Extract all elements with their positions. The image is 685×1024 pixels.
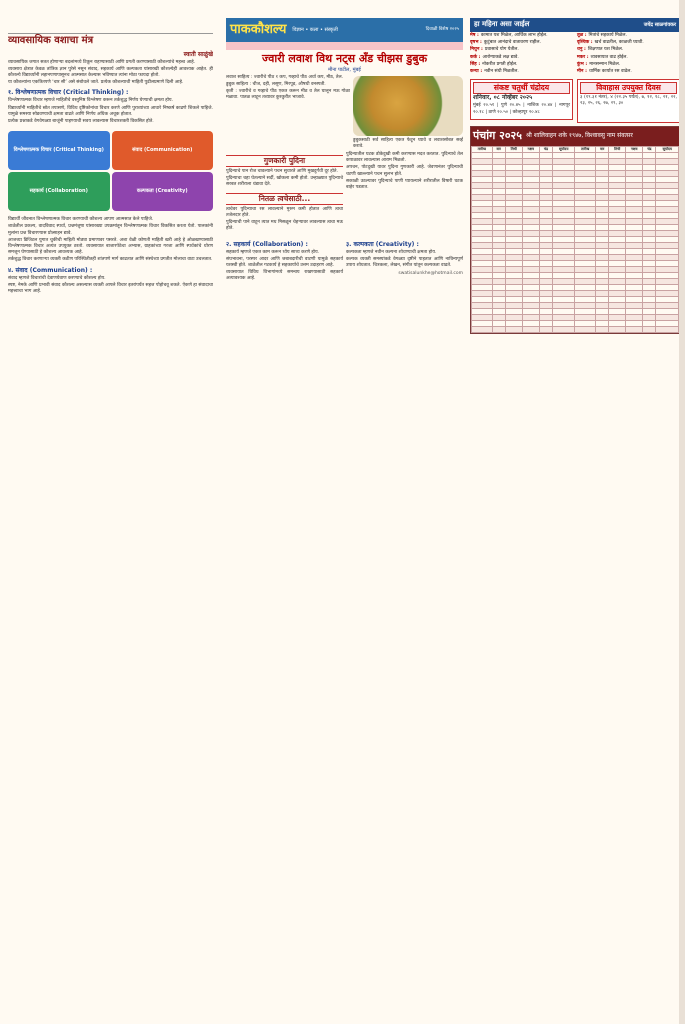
- section-3-heading: ३. कल्पकता (Creativity) :: [346, 240, 419, 248]
- sign-text: मानसन्मान मिळेल.: [589, 61, 621, 67]
- chef-name: मीना पाटील, मुंबई: [328, 66, 361, 73]
- panchang-col-header: तारीख: [575, 146, 596, 152]
- panchang-col-header: सूर्योदय: [656, 146, 679, 152]
- sign-name: वृषभ :: [470, 40, 482, 46]
- panchang-col-header: चंद्र: [643, 146, 656, 152]
- sign-text: नोकरीत प्रगती होईल.: [482, 61, 518, 67]
- sign-name: कन्या :: [470, 68, 483, 74]
- recipe-title: ज्वारी लवाश विथ नट्स अँड चीझस डुबुक: [261, 52, 428, 65]
- horoscope-sign: [470, 40, 573, 46]
- section-2-heading: २. सहकार्य (Collaboration) :: [226, 240, 308, 248]
- horoscope-signs-right: [577, 32, 680, 76]
- puzzle-piece-creativity: कल्पकता (Creativity): [112, 172, 214, 211]
- panchang-box: [470, 126, 680, 334]
- sankashti-date: शनिवार, ०८ नोव्हेंबर २०२५: [473, 94, 533, 102]
- sign-name: तूळ :: [577, 33, 587, 38]
- horoscope-sign: [577, 69, 680, 75]
- sign-name: मिथुन :: [470, 47, 483, 53]
- sign-name: कुंभ :: [577, 61, 588, 67]
- pakakaushalya-banner: [226, 18, 463, 42]
- dip-ingredients: डुबुक साहित्य : चीज, दही, लसूण, मिरपूड, औषधी वनस्पती.: [226, 81, 326, 87]
- edge-strip: [679, 0, 685, 1024]
- panchang-col-header: वार: [492, 146, 505, 152]
- sign-text: खर्च वाढतील, काळजी घ्यावी.: [594, 40, 644, 46]
- panchang-col-header: चंद्र: [539, 146, 552, 152]
- sign-name: कर्क :: [470, 54, 481, 60]
- sign-text: प्रवासाचे योग येतील.: [484, 47, 519, 53]
- left-column: व्यावसायिक वशाचा मंत्र स्वाती साळुंखे व्यावसायिक जगात सतत होणाऱ्या बदलांमध्ये टिकून राहण्यासाठी आणि प्रगती करण्यासाठी कौशल्यांचे महत्त्व आहे. व्यवसाय क्षेत्रात केवळ तांत्रिक ज्ञान पुरेसे नसून संवाद, सहकार्य आणि कल्पकता यांसारखी कौशल्येही आवश्यक आहेत. ही कौशल्ये विद्यार्थ्यांनी लहानपणापासूनच आत्मसात केल्यास भविष्यात त्यांना मोठा फायदा होतो. या कौशल्यांना एकत्रितपणे ‘चार सी’ असे संबोधले जाते. प्रत्येक कौशल्याची माहिती पुढीलप्रमाणे दिली आहे. १. विश्लेषणात्मक विचार (Critical Thinking) : विश्लेषणात्मक विचार म्हणजे माहितीचे वस्तुनिष्ठ विश्लेषण करून तर्कशुद्ध निर्णय घेण्याची क्षमता होय. विद्यार्थ्यांनी माहितीचे स्रोत तपासणे, विविध दृष्टिकोनांचा विचार करणे आणि पुराव्यांच्या आधारे निष्कर्ष काढणे शिकले पाहिजे. यामुळे समस्या सोडवण्याची क्षमता वाढते आणि निर्णय अधिक अचूक होतात. प्रत्येक प्रश्नाकडे वेगवेगळ्या बाजूंनी पाहण्याची सवय लावल्यास विचारशक्ती विकसित होते. विश्लेषणात्मक विचार (Critical Thinking) संवाद (Communication) सहकार्य (Collaboration) कल्पकता (Creativity) विद्यार्थी जीवनात विश्लेषणात्मक विचार करण्याची कौशल्य आपण आत्मसात केले पाहिजे. शाळेतील प्रकल्प, वादविवाद स्पर्धा, प्रश्नमंजुषा यांसारख्या उपक्रमांतून विश्लेषणात्मक विचार विकसित करता येतो. पालकांनी मुलांना प्रश्न विचारण्यास प्रोत्साहन द्यावे. आजच्या डिजिटल युगात चुकीची माहिती मोठ्या प्रमाणावर पसरते. अशा वेळी कोणती माहिती खरी आहे हे ओळखण्यासाठी विश्लेषणात्मक विचार अत्यंत उपयुक्त ठरतो. व्यवसायात बाजारपेठेचा अभ्यास, ग्राहकांच्या गरजा आणि स्पर्धकांचे धोरण समजून घेण्यासाठी हे कौशल्य आवश्यक आहे. तर्कशुद्ध विचार करणाऱ्या व्यक्ती कठीण परिस्थितीतही शांतपणे मार्ग काढतात आणि संस्थेच्या प्रगतीत मोलाचा वाटा उचलतात. ४. संवाद (Communication) : संवाद म्हणजे विचारांची देवाणघेवाण करण्याचे कौशल्य होय. स्पष्ट, नेमके आणि प्रभावी संवाद कौशल्य असल्यास व्यक्ती आपले विचार इतरांपर्यंत सहज पोहोचवू शकते. ऐकणे हा संवादाचा महत्त्वाचा भाग आहे.: [8, 18, 213, 1014]
- horoscope-sign: [470, 55, 573, 61]
- sign-text: धार्मिक कार्यात रस वाढेल.: [588, 68, 632, 74]
- sign-text: शिक्षणात यश मिळेल.: [587, 47, 624, 53]
- horoscope-sign: [470, 62, 573, 68]
- horoscope-sign: [470, 69, 573, 75]
- horoscope-sign: [470, 33, 573, 39]
- section-2-text: सहकार्य म्हणजे एकत्र काम करून ध्येय साध्य करणे होय.: [226, 249, 320, 255]
- middle-column: पाककौशल्य विज्ञान • कला • संस्कृती दिवाळी विशेष २०२५ ज्वारी लवाश विथ नट्स अँड चीझस डुबुक मीना पाटील, मुंबई लवाश साहित्य : ज्वारीचे पीठ १ कप, गव्हाचे पीठ अर्धा कप, मीठ, तेल. डुबुक साहित्य : चीज, दही, लसूण, मिरपूड, औषधी वनस्पती. कृती : ज्वारीचे व गव्हाचे पीठ एकत्र करून मीठ व तेल घालून मऊ गोळा मळावा. पातळ लाटून तव्यावर कुरकुरीत भाजावे. डुबुकसाठी सर्व साहित्य एकत्र फेटून घ्यावे व लवाशसोबत सर्व्ह करावे. गुणकारी पुदिना पुदिन्याचे पान रोज चावल्याने पचन सुधारते आणि मुखदुर्गंधी दूर होते. पुदिन्याचा चहा घेतल्याने सर्दी, खोकला कमी होतो. उन्हाळ्यात पुदिन्याचे सरबत शरीराला थंडावा देते. नितळ त्वचेसाठी... त्वचेवर पुदिन्याचा रस लावल्याने मुरुम कमी होतात आणि त्वचा तजेलदार होते. पुदिन्याची पाने वाटून त्यात मध मिसळून चेहऱ्यावर लावल्यास त्वचा मऊ होते. पुदिन्यातील घटक डोकेदुखी कमी करण्यास मदत करतात. पुदिन्याचे तेल कपाळावर लावल्यास आराम मिळतो. अपचन, पोटदुखी यावर पुदिना गुणकारी आहे. जेवणानंतर पुदिन्याची चटणी खाल्ल्याने पचन सुलभ होते. सकाळी उठल्यावर पुदिन्याचे पाणी प्यायल्याने शरीरातील विषारी घटक बाहेर पडतात. २. सहकार्य (Collaboration) : सहकार्य म्हणजे एकत्र काम करून ध्येय साध्य करणे होय. संघभावना, परस्पर आदर आणि जबाबदारीची वाटणी यामुळे सहकार्य यशस्वी होते. शाळेतील गटकार्य हे सहकार्याचे उत्तम उदाहरण आहे. व्यवसायात विविध विभागांमध्ये समन्वय राखण्यासाठी सहकार्य अत्यावश्यक आहे. ३. कल्पकता (Creativity) : कल्पकता म्हणजे नवीन कल्पना शोधण्याची क्षमता होय. कल्पक व्यक्ती समस्यांकडे वेगळ्या दृष्टीने पाहतात आणि नाविन्यपूर्ण उपाय शोधतात. चित्रकला, लेखन, संगीत यांतून कल्पकता वाढते. swatisalunkhe@hotmail.com: [226, 18, 463, 1014]
- four-c-puzzle-graphic: [8, 131, 213, 211]
- panchang-col-header: नक्षत्र: [626, 146, 643, 152]
- section-4-text: संवाद म्हणजे विचारांची देवाणघेवाण करण्याचे कौशल्य होय.: [8, 275, 106, 281]
- panchang-col-header: तारीख: [472, 146, 493, 152]
- section-1-text: विश्लेषणात्मक विचार म्हणजे माहितीचे वस्तुनिष्ठ विश्लेषण करून तर्कशुद्ध निर्णय घेण्याची क्षमता होय.: [8, 98, 174, 104]
- vivah-box: [577, 79, 680, 123]
- sign-text: मित्रांचे सहकार्य मिळेल.: [588, 33, 627, 38]
- article-title: व्यावसायिक वशाचा मंत्र: [8, 35, 94, 46]
- section-1-heading: १. विश्लेषणात्मक विचार (Critical Thinking) :: [8, 89, 129, 97]
- vivah-text: ३ (१९.३१ नंतर), ४ (२२.३५ पर्यंत), ७, १२, १८, २१, २२, २३, २५, २६, २७, २९, ३०: [580, 95, 677, 107]
- sign-text: व्यवसायात वाढ होईल.: [590, 54, 628, 60]
- horoscope-sign: [577, 33, 680, 39]
- horoscope-author: जयेंद्र साळगांवकर: [643, 21, 676, 28]
- horoscope-title: हा महिना असा जाईल: [474, 20, 530, 29]
- recipe-photo: [353, 76, 463, 136]
- panchang-col-header: तिथी: [609, 146, 626, 152]
- panchang-col-header: नक्षत्र: [522, 146, 539, 152]
- author-email: swatisalunkhe@hotmail.com: [398, 271, 463, 277]
- banner-stripe: [226, 42, 463, 50]
- sankashti-title: संकष्ट चतुर्थी चंद्रोदय: [473, 82, 570, 94]
- panchang-col-header: वार: [595, 146, 608, 152]
- sign-text: नवीन संधी मिळतील.: [484, 68, 519, 74]
- banner-subtitle: विज्ञान • कला • संस्कृती: [292, 26, 338, 33]
- sign-text: कुटुंबात आनंदाचे वातावरण राहील.: [483, 40, 541, 46]
- panchang-year: पंचांग २०२५: [473, 128, 522, 142]
- section-1-more: विद्यार्थी जीवनात विश्लेषणात्मक विचार करण्याची कौशल्य आपण आत्मसात केले पाहिजे.: [8, 217, 154, 223]
- horoscope-sign: [470, 47, 573, 53]
- left-header-strip: [8, 18, 213, 34]
- sign-name: मेष :: [470, 33, 479, 38]
- puzzle-piece-critical-thinking: विश्लेषणात्मक विचार (Critical Thinking): [8, 131, 110, 170]
- sign-name: मीन :: [577, 68, 587, 74]
- article-intro: व्यावसायिक जगात सतत होणाऱ्या बदलांमध्ये टिकून राहण्यासाठी आणि प्रगती करण्यासाठी कौशल्यांचे महत्त्व आहे.: [8, 59, 196, 65]
- section-gunkari-pudina: गुणकारी पुदिना: [226, 155, 343, 167]
- sign-name: मकर :: [577, 54, 589, 60]
- article-author: स्वाती साळुंखे: [183, 50, 213, 58]
- right-column: [470, 18, 680, 1014]
- puzzle-piece-communication: संवाद (Communication): [112, 131, 214, 170]
- sign-text: आरोग्याकडे लक्ष द्यावे.: [482, 54, 519, 60]
- banner-word: पाककौशल्य: [230, 22, 287, 38]
- puzzle-piece-collaboration: सहकार्य (Collaboration): [8, 172, 110, 211]
- horoscope-header: [470, 18, 680, 32]
- nital-text: त्वचेवर पुदिन्याचा रस लावल्याने मुरुम कमी होतात आणि त्वचा तजेलदार होते.: [226, 206, 343, 218]
- sign-name: धनु :: [577, 47, 586, 53]
- section-nital-tvacha: नितळ त्वचेसाठी...: [226, 193, 343, 205]
- vivah-title: विवाहास उपयुक्त दिवस: [580, 82, 677, 94]
- section-4-heading: ४. संवाद (Communication) :: [8, 266, 93, 274]
- gunkari-text: पुदिन्याचे पान रोज चावल्याने पचन सुधारते आणि मुखदुर्गंधी दूर होते.: [226, 169, 338, 175]
- recipe-ingredients: लवाश साहित्य : ज्वारीचे पीठ १ कप, गव्हाचे पीठ अर्धा कप, मीठ, तेल.: [226, 74, 344, 80]
- sign-name: सिंह :: [470, 61, 481, 67]
- sign-name: वृश्चिक :: [577, 40, 593, 46]
- horoscope-sign: [577, 47, 680, 53]
- issue-label: दिवाळी विशेष २०२५: [425, 26, 459, 32]
- horoscope-signs-left: [470, 32, 573, 76]
- sankashti-box: संकष्ट चतुर्थी चंद्रोदय शनिवार, ०८ नोव्हेंबर २०२५ मुंबई २०.५१ | पुणे २०.४५ | नाशिक २०.४४ | नागपूर २०.१८ | ठाणे २०.५० | कोल्हापूर २०.४८: [470, 79, 573, 120]
- sign-text: कामात यश मिळेल, आर्थिक लाभ होईल.: [480, 33, 548, 38]
- panchang-col-header: सूर्योदय: [552, 146, 575, 152]
- horoscope-sign: [577, 40, 680, 46]
- panchang-table: [471, 146, 679, 333]
- horoscope-sign: [577, 55, 680, 61]
- panchang-row: [472, 326, 679, 332]
- panchang-text: श्री शालिवाहन शके १९४७, विश्वावसु नाम संवत्सर: [525, 132, 633, 140]
- panchang-col-header: तिथी: [505, 146, 522, 152]
- horoscope-sign: [577, 62, 680, 68]
- section-3-text: कल्पकता म्हणजे नवीन कल्पना शोधण्याची क्षमता होय.: [346, 249, 437, 255]
